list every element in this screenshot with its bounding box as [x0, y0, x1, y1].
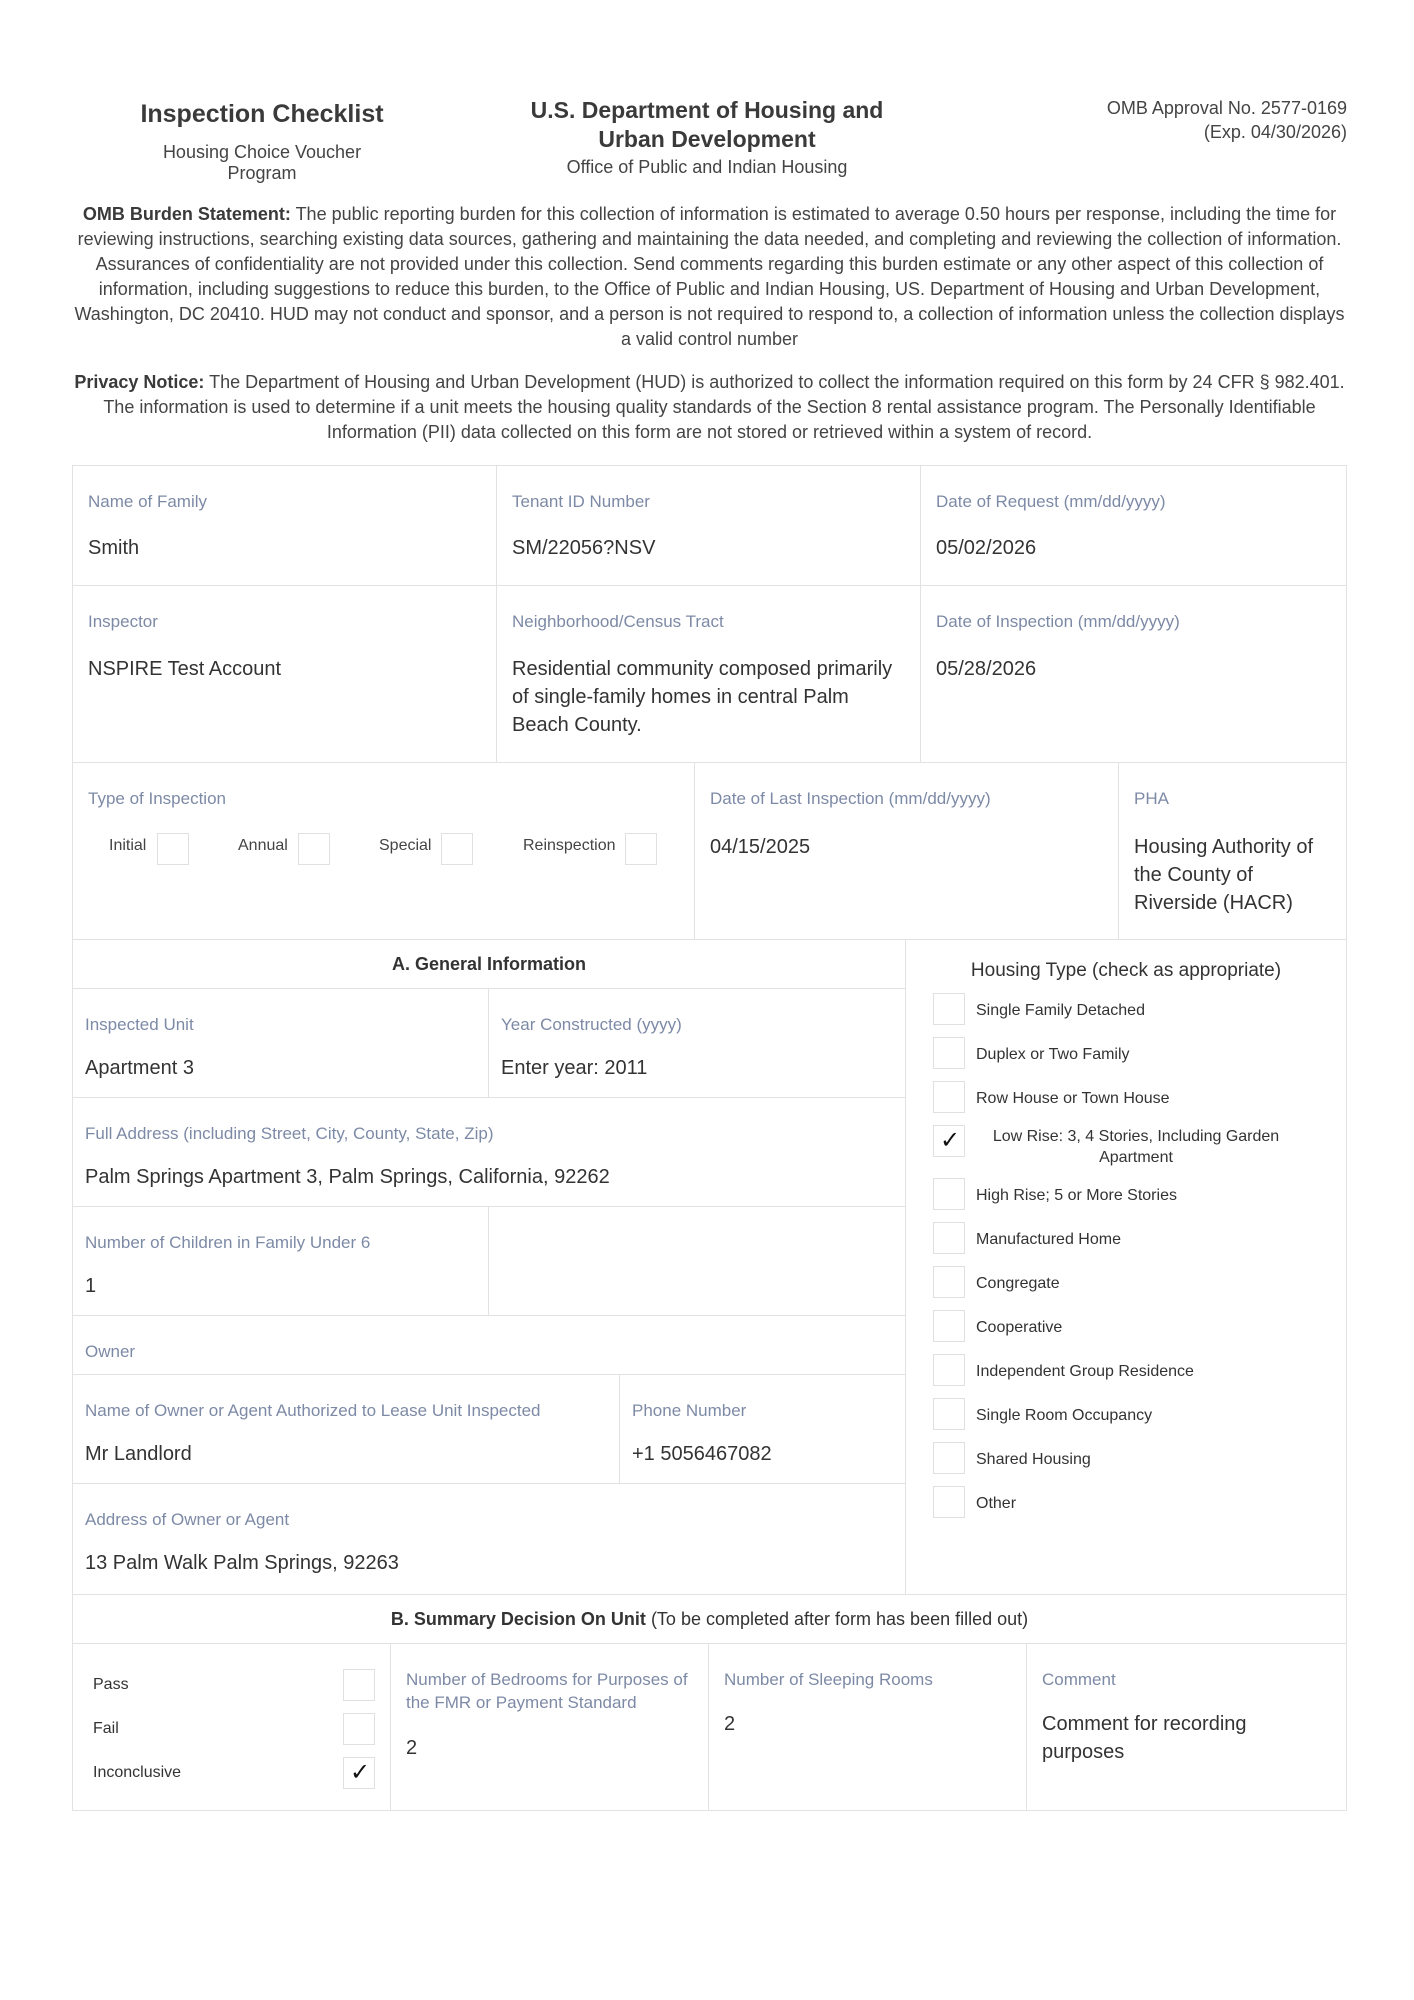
neighborhood-value: Residential community composed primarily of single-family homes in central Palm Beach County. [512, 658, 893, 736]
summary-decision-heading: B. Summary Decision On Unit [390, 1609, 646, 1629]
housing-congregate-checkbox[interactable] [933, 1266, 965, 1298]
housing-low-rise-label: Low Rise: 3, 4 Stories, Including Garden Apartment [992, 1128, 1280, 1166]
housing-duplex-checkbox[interactable] [933, 1037, 965, 1069]
privacy-notice [72, 370, 1347, 445]
full-address-field[interactable] [72, 1097, 906, 1207]
date-of-request-label: Date of Request (mm/dd/yyyy) [936, 492, 1166, 511]
year-constructed-label: Year Constructed (yyyy) [501, 1015, 682, 1034]
housing-single-family-label: Single Family Detached [976, 1002, 1145, 1019]
owner-name-label: Name of Owner or Agent Authorized to Lease Unit Inspected [85, 1401, 541, 1420]
comment-label: Comment [1042, 1670, 1116, 1689]
housing-group-residence-label: Independent Group Residence [976, 1363, 1194, 1380]
housing-row-house-label: Row House or Town House [976, 1090, 1170, 1107]
children-under-6-field[interactable] [72, 1206, 489, 1316]
omb-block [1027, 96, 1347, 144]
date-of-last-inspection-field[interactable] [694, 762, 1119, 940]
summary-decision-heading-line [73, 1609, 1346, 1630]
family-name-field[interactable] [72, 465, 497, 586]
inspection-reinspection-label: Reinspection [523, 837, 616, 854]
housing-single-family-checkbox[interactable] [933, 993, 965, 1025]
inspection-reinspection-checkbox[interactable] [625, 833, 657, 865]
inspection-initial-checkbox[interactable] [157, 833, 189, 865]
burden-heading: OMB Burden Statement: [82, 204, 291, 224]
bedrooms-value: 2 [406, 1737, 418, 1759]
type-of-inspection-group [72, 762, 695, 940]
owner-address-label: Address of Owner or Agent [85, 1510, 290, 1529]
decision-pass-label: Pass [93, 1676, 129, 1693]
neighborhood-label: Neighborhood/Census Tract [512, 612, 724, 631]
housing-group-residence-checkbox[interactable] [933, 1354, 965, 1386]
pha-value: Housing Authority of the County of Riverside (HACR) [1134, 836, 1313, 914]
housing-cooperative-checkbox[interactable] [933, 1310, 965, 1342]
housing-manufactured-checkbox[interactable] [933, 1222, 965, 1254]
date-of-request-value: 05/02/2026 [936, 537, 1037, 559]
housing-manufactured-label: Manufactured Home [976, 1231, 1121, 1248]
family-name-value: Smith [88, 537, 140, 559]
housing-type-title: Housing Type (check as appropriate) [970, 960, 1282, 981]
year-constructed-value: Enter year: 2011 [501, 1057, 648, 1079]
date-of-inspection-value: 05/28/2026 [936, 658, 1037, 680]
inspector-value: NSPIRE Test Account [88, 658, 282, 680]
owner-section-header [72, 1315, 906, 1375]
inspection-annual-label: Annual [238, 837, 288, 854]
owner-phone-value: +1 5056467082 [632, 1443, 772, 1465]
pha-label: PHA [1134, 789, 1169, 808]
inspection-annual-checkbox[interactable] [298, 833, 330, 865]
housing-shared-label: Shared Housing [976, 1451, 1091, 1468]
family-name-label: Name of Family [88, 492, 208, 511]
comment-field[interactable] [1026, 1643, 1347, 1811]
bedrooms-field[interactable] [390, 1643, 709, 1811]
children-under-6-label: Number of Children in Family Under 6 [85, 1233, 371, 1252]
form-subtitle: Housing Choice Voucher Program [162, 142, 362, 183]
sleeping-rooms-label: Number of Sleeping Rooms [724, 1670, 933, 1689]
decision-pass-checkbox[interactable] [343, 1669, 375, 1701]
housing-other-label: Other [976, 1495, 1017, 1512]
omb-expiration: (Exp. 04/30/2026) [1203, 122, 1347, 142]
housing-high-rise-checkbox[interactable] [933, 1178, 965, 1210]
type-of-inspection-label: Type of Inspection [88, 789, 226, 808]
comment-value: Comment for recording purposes [1042, 1713, 1247, 1763]
inspected-unit-label: Inspected Unit [85, 1015, 194, 1034]
general-information-header [72, 939, 906, 989]
date-of-inspection-label: Date of Inspection (mm/dd/yyyy) [936, 612, 1180, 631]
decision-group [72, 1643, 391, 1811]
office-name: Office of Public and Indian Housing [566, 157, 848, 177]
neighborhood-field[interactable] [496, 585, 921, 763]
sleeping-rooms-value: 2 [724, 1713, 736, 1735]
form-title: Inspection Checklist [140, 100, 384, 128]
decision-fail-label: Fail [93, 1720, 119, 1737]
housing-high-rise-label: High Rise; 5 or More Stories [976, 1187, 1177, 1204]
housing-other-checkbox[interactable] [933, 1486, 965, 1518]
check-icon: ✓ [940, 1127, 961, 1154]
inspected-unit-field[interactable] [72, 988, 489, 1098]
tenant-id-label: Tenant ID Number [512, 492, 650, 511]
housing-duplex-label: Duplex or Two Family [976, 1046, 1130, 1063]
privacy-heading: Privacy Notice: [74, 372, 205, 392]
form-header [72, 96, 1347, 186]
tenant-id-field[interactable] [496, 465, 921, 586]
inspector-field[interactable] [72, 585, 497, 763]
date-of-last-inspection-label: Date of Last Inspection (mm/dd/yyyy) [710, 789, 991, 808]
owner-address-value: 13 Palm Walk Palm Springs, 92263 [85, 1552, 399, 1574]
owner-phone-label: Phone Number [632, 1401, 747, 1420]
privacy-text: The Department of Housing and Urban Development (HUD) is authorized to collect the information required on this form by 24 CFR § 982.401. The information is used to determine if a unit meets the housing quality standards of the Section 8 rental assistance program. The Personally Identifiable Information (PII) data collected on this form are not stored or retrieved within a system of record. [103, 372, 1345, 442]
burden-statement [72, 202, 1347, 352]
general-information-heading: A. General Information [391, 954, 587, 974]
burden-text: The public reporting burden for this collection of information is estimated to average 0.50 hours per response, including the time for reviewing instructions, searching existing data sources, gathering and maintaining the data needed, and completing and reviewing the collection of information. Assurances of confidentiality are not provided under this collection. Send comments regarding this burden estimate or any other aspect of this collection of information, including suggestions to reduce this burden, to the Office of Public and Indian Housing, US. Department of Housing and Urban Development, Washington, DC 20410. HUD may not conduct and sponsor, and a person is not required to respond to, a collection of information unless the collection displays a valid control number [74, 204, 1345, 349]
summary-decision-note: (To be completed after form has been filled out) [650, 1609, 1029, 1629]
housing-single-room-checkbox[interactable] [933, 1398, 965, 1430]
inspection-special-checkbox[interactable] [441, 833, 473, 865]
department-block [492, 96, 922, 178]
pha-field[interactable] [1118, 762, 1347, 940]
inspected-unit-value: Apartment 3 [85, 1057, 194, 1079]
housing-shared-checkbox[interactable] [933, 1442, 965, 1474]
inspection-special-label: Special [379, 837, 432, 854]
sleeping-rooms-field[interactable] [708, 1643, 1027, 1811]
date-of-request-field[interactable] [920, 465, 1347, 586]
empty-cell [488, 1206, 906, 1316]
year-constructed-field[interactable] [488, 988, 906, 1098]
housing-single-room-label: Single Room Occupancy [976, 1407, 1153, 1424]
children-under-6-value: 1 [85, 1275, 97, 1297]
owner-phone-field[interactable] [619, 1374, 906, 1484]
check-icon: ✓ [350, 1759, 371, 1786]
decision-fail-checkbox[interactable] [343, 1713, 375, 1745]
tenant-id-value: SM/22056?NSV [512, 537, 656, 559]
department-name-line1: U.S. Department of Housing and [530, 97, 884, 123]
inspector-label: Inspector [88, 612, 158, 631]
bedrooms-label: Number of Bedrooms for Purposes of the FMR or Payment Standard [406, 1670, 688, 1712]
housing-congregate-label: Congregate [976, 1275, 1060, 1292]
department-name-line2: Urban Development [598, 126, 816, 152]
full-address-value: Palm Springs Apartment 3, Palm Springs, California, 92262 [85, 1166, 610, 1188]
housing-cooperative-label: Cooperative [976, 1319, 1063, 1336]
owner-name-field[interactable] [72, 1374, 620, 1484]
owner-name-value: Mr Landlord [85, 1443, 192, 1465]
owner-heading: Owner [85, 1342, 136, 1361]
omb-approval: OMB Approval No. 2577-0169 [1106, 98, 1347, 118]
decision-inconclusive-checkbox[interactable] [343, 1757, 375, 1789]
full-address-label: Full Address (including Street, City, County, State, Zip) [85, 1124, 494, 1143]
form-title-block [132, 96, 392, 184]
housing-type-panel [905, 939, 1347, 1595]
decision-inconclusive-label: Inconclusive [93, 1764, 182, 1781]
date-of-last-inspection-value: 04/15/2025 [710, 836, 811, 858]
housing-row-house-checkbox[interactable] [933, 1081, 965, 1113]
summary-decision-header [72, 1594, 1347, 1644]
inspection-initial-label: Initial [109, 837, 147, 854]
owner-address-field[interactable] [72, 1483, 906, 1595]
housing-low-rise-checkbox[interactable] [933, 1125, 965, 1157]
date-of-inspection-field[interactable] [920, 585, 1347, 763]
